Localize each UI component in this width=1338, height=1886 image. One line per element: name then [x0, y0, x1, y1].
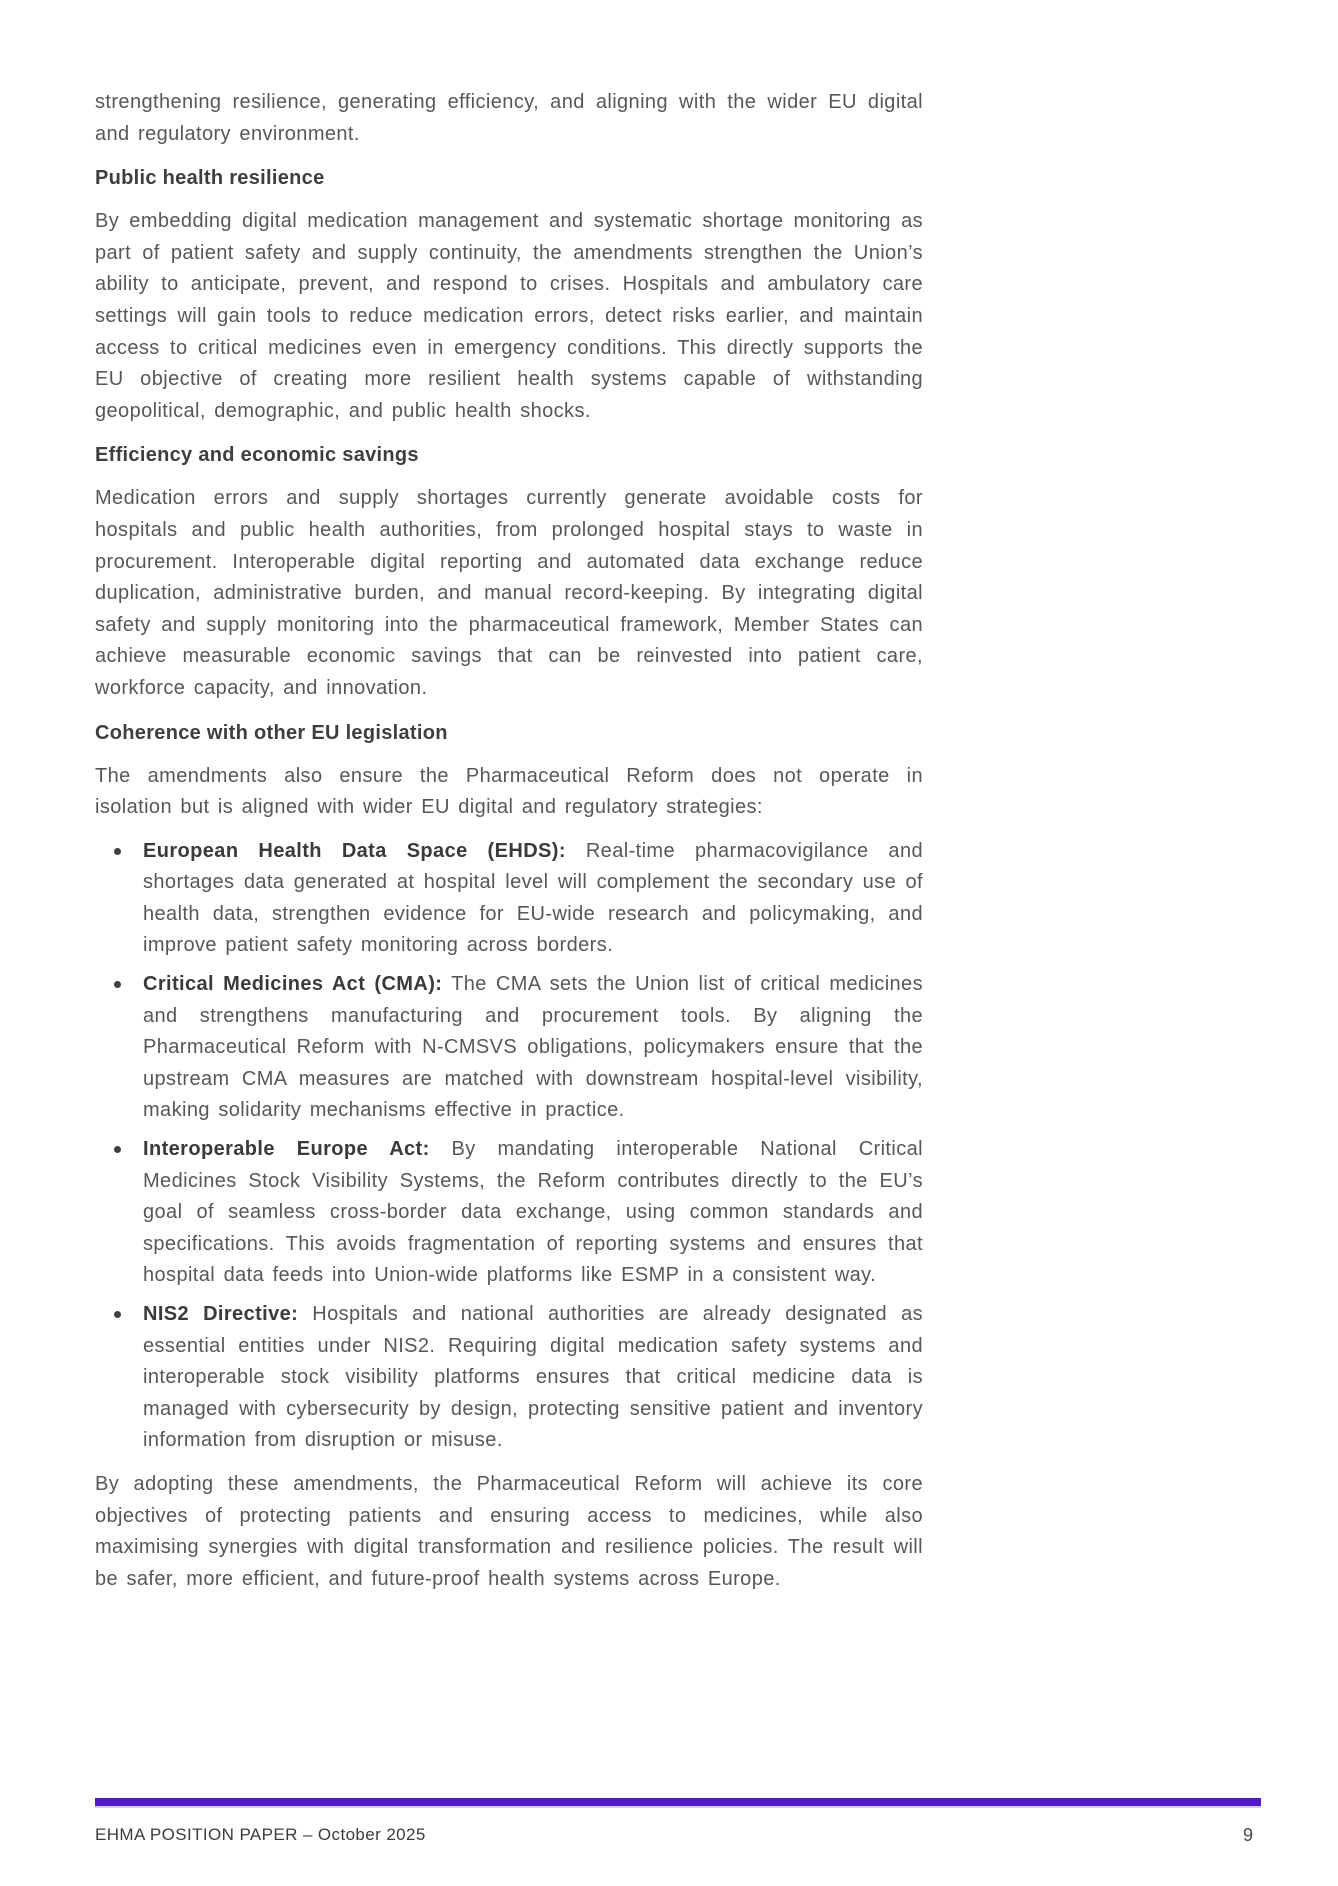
section-heading-public-health-resilience: Public health resilience	[95, 167, 325, 190]
paragraph-coherence-intro: The amendments also ensure the Pharmaceutical Reform does not operate in isolation but is aligned with wider EU digital and regulatory strategies:	[95, 764, 923, 819]
page-content	[95, 87, 923, 1607]
footer-divider	[95, 1798, 1261, 1808]
paragraph-public-health-resilience: By embedding digital medication management and systematic shortage monitoring as part of patient safety and supply continuity, the amendments strengthen the Union’s ability to anticipate, prevent, and respond to crises. Hospitals and ambulatory care settings will gain tools to reduce medication errors, detect risks earlier, and maintain access to critical medicines even in emergency conditions. This directly supports the EU objective of creating more resilient health systems capable of withstanding geopolitical, demographic, and public health shocks.	[95, 210, 923, 422]
bullet-text: By mandating interoperable National Critical Medicines Stock Visibility Systems, the Reform contributes directly to the EU’s goal of seamless cross-border data exchange, using common standards and specifications. This avoids fragmentation of reporting systems and ensures that hospital data feeds into Union-wide platforms like ESMP in a consistent way.	[143, 1138, 924, 1287]
bullet-text: Real-time pharmacovigilance and shortages data generated at hospital level will complement the secondary use of health data, strengthen evidence for EU-wide research and policymaking, and improve patient safety monitoring across borders.	[143, 839, 923, 957]
bullet-icon	[114, 1311, 121, 1318]
bullet-text: The CMA sets the Union list of critical medicines and strengthens manufacturing and procurement tools. By aligning the Pharmaceutical Reform with N-CMSVS obligations, policymakers ensure that the upstream CMA measures are matched with downstream hospital-level visibility, making solidarity mechanisms effective in practice.	[143, 973, 923, 1122]
list-item-ehds	[95, 836, 923, 962]
bullet-text: Hospitals and national authorities are already designated as essential entities under NIS2. Requiring digital medication safety systems and interoperable stock visibility platforms ensures that critical medicine data is managed with cybersecurity by design, protecting sensitive patient and inventory information from disruption or misuse.	[143, 1303, 923, 1452]
bullet-lead: Interoperable Europe Act:	[143, 1138, 430, 1161]
section-heading-efficiency-and-economic-savings: Efficiency and economic savings	[95, 444, 419, 467]
intro-paragraph: strengthening resilience, generating efficiency, and aligning with the wider EU digital and regulatory environment.	[95, 91, 923, 145]
paragraph-efficiency-and-economic-savings: Medication errors and supply shortages currently generate avoidable costs for hospitals and public health authorities, from prolonged hospital stays to waste in procurement. Interoperable digital reporting and automated data exchange reduce duplication, administrative burden, and manual record-keeping. By integrating digital safety and supply monitoring into the pharmaceutical framework, Member States can achieve measurable economic savings that can be reinvested into patient care, workforce capacity, and innovation.	[95, 487, 923, 699]
bullet-icon	[114, 981, 121, 988]
section-heading-coherence-with-other-eu-legislation: Coherence with other EU legislation	[95, 721, 448, 744]
list-item-cma	[95, 969, 923, 1127]
bullet-list	[95, 836, 923, 1457]
bullet-lead: Critical Medicines Act (CMA):	[143, 973, 443, 996]
list-item-nis2-directive	[95, 1299, 923, 1457]
bullet-lead: European Health Data Space (EHDS):	[143, 839, 566, 862]
page-number: 9	[1242, 1825, 1253, 1845]
bullet-lead: NIS2 Directive:	[143, 1303, 299, 1325]
bullet-icon	[114, 848, 121, 855]
bullet-icon	[114, 1146, 121, 1153]
list-item-interoperable-europe-act	[95, 1134, 923, 1292]
footer-title: EHMA POSITION PAPER – October 2025	[95, 1825, 426, 1844]
closing-paragraph: By adopting these amendments, the Pharmaceutical Reform will achieve its core objectives of protecting patients and ensuring access to medicines, while also maximising synergies with digital transformation and resilience policies. The result will be safer, more efficient, and future-proof health systems across Europe.	[95, 1472, 923, 1590]
